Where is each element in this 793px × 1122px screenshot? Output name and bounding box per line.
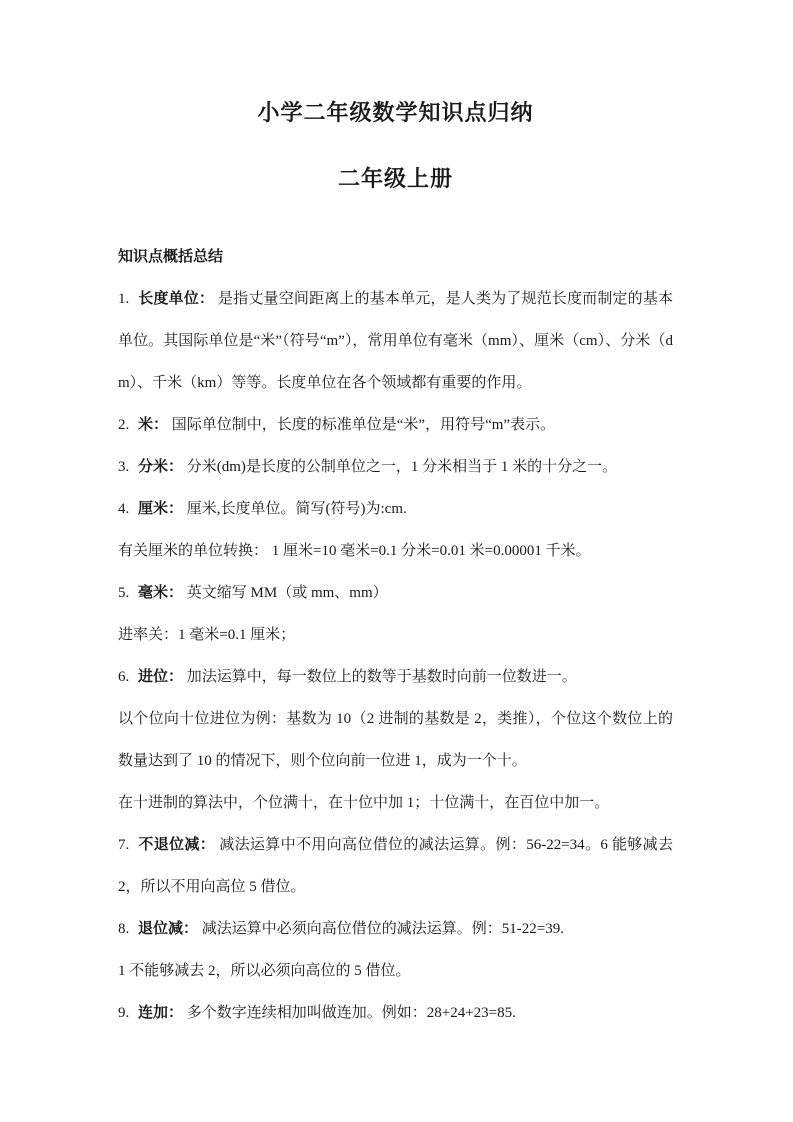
paragraph-number: 1. — [118, 291, 130, 307]
paragraph-text: 加法运算中，每一数位上的数等于基数时向前一位数进一。 — [186, 669, 577, 685]
paragraph-text: 减法运算中不用向高位借位的减法运算。例：56-22=34。6 能够减去 2，所以不用向高位 5 借位。 — [118, 837, 673, 895]
paragraph-text: 进率关：1 毫米=0.1 厘米； — [118, 627, 296, 643]
paragraph — [118, 782, 673, 824]
paragraph — [118, 992, 673, 1034]
paragraph-text: 分米(dm)是长度的公制单位之一，1 分米相当于 1 米的十分之一。 — [186, 459, 618, 475]
paragraph-text: 多个数字连续相加叫做连加。例如：28+24+23=85. — [186, 1005, 516, 1021]
document-title: 小学二年级数学知识点归纳 — [257, 100, 534, 125]
paragraph — [118, 698, 673, 782]
paragraph-term: 毫米： — [138, 585, 184, 601]
paragraph — [118, 824, 673, 908]
paragraph-number: 3. — [118, 459, 130, 475]
paragraph — [118, 278, 673, 404]
paragraph-term: 长度单位： — [138, 291, 215, 307]
paragraph — [118, 908, 673, 950]
paragraph-text: 英文缩写 MM（或 mm、mm） — [186, 585, 388, 601]
paragraph-number: 9. — [118, 1005, 130, 1021]
paragraph-term: 厘米： — [138, 501, 184, 517]
paragraph-number: 6. — [118, 669, 130, 685]
paragraph-number: 8. — [118, 921, 130, 937]
paragraph-term: 米： — [138, 417, 169, 433]
paragraph-term: 连加： — [138, 1005, 184, 1021]
paragraph — [118, 446, 673, 488]
paragraph — [118, 656, 673, 698]
paragraph-text: 是指丈量空间距离上的基本单元，是人类为了规范长度而制定的基本单位。其国际单位是“米”（符号“m”），常用单位有毫米（mm）、厘米（cm）、分米（dm）、千米（km）等等。长度单位在各个领域都有重要的作用。 — [118, 291, 674, 391]
paragraph-text: 国际单位制中，长度的标准单位是“米”，用符号“m”表示。 — [171, 417, 556, 433]
paragraph — [118, 530, 673, 572]
paragraph-text: 以个位向十位进位为例：基数为 10（2 进制的基数是 2，类推），个位这个数位上的数量达到了 10 的情况下，则个位向前一位进 1，成为一个十。 — [118, 711, 673, 769]
paragraph-text: 厘米,长度单位。简写(符号)为:cm. — [186, 501, 407, 517]
paragraph-text: 有关厘米的单位转换： 1 厘米=10 毫米=0.1 分米=0.01 米=0.00001 千米。 — [118, 543, 591, 559]
paragraph — [118, 572, 673, 614]
paragraph-list — [118, 278, 673, 1034]
paragraph-text: 减法运算中必须向高位借位的减法运算。例：51-22=39. — [201, 921, 564, 937]
document-subtitle: 二年级上册 — [337, 166, 453, 191]
paragraph — [118, 488, 673, 530]
section-heading: 知识点概括总结 — [118, 249, 224, 265]
paragraph-number: 7. — [118, 837, 130, 853]
paragraph-term: 不退位减： — [138, 837, 216, 853]
paragraph — [118, 404, 673, 446]
paragraph-text: 1 不能够减去 2，所以必须向高位的 5 借位。 — [118, 963, 411, 979]
paragraph-number: 4. — [118, 501, 130, 517]
paragraph-term: 退位减： — [138, 921, 199, 937]
paragraph — [118, 614, 673, 656]
paragraph-number: 2. — [118, 417, 130, 433]
paragraph — [118, 950, 673, 992]
paragraph-text: 在十进制的算法中，个位满十，在十位中加 1；十位满十，在百位中加一。 — [118, 795, 610, 811]
paragraph-term: 进位： — [138, 669, 184, 685]
paragraph-term: 分米： — [138, 459, 184, 475]
paragraph-number: 5. — [118, 585, 130, 601]
